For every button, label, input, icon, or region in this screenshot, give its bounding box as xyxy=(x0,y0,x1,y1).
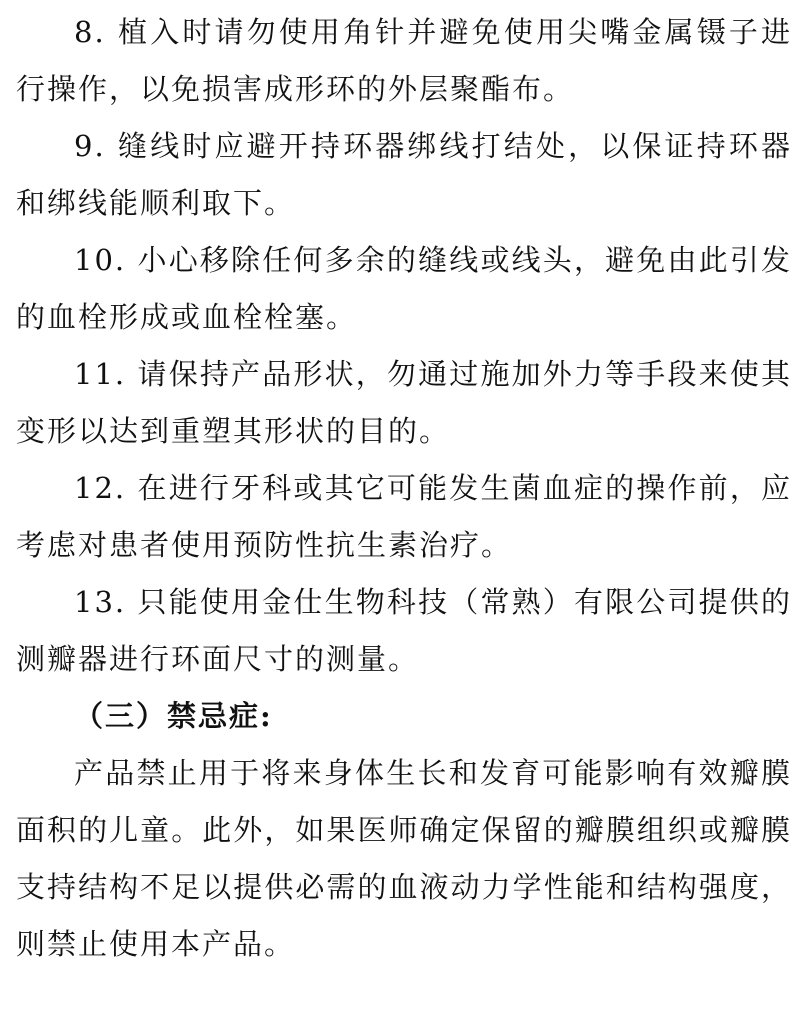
document-page xyxy=(16,0,792,973)
item-text: 请保持产品形状，勿通过施加外力等手段来使其变形以达到重塑其形状的目的。 xyxy=(16,357,792,448)
item-text: 缝线时应避开持环器绑线打结处，以保证持环器和绑线能顺利取下。 xyxy=(16,129,792,220)
item-number: 11. xyxy=(74,357,127,391)
list-item xyxy=(16,460,792,574)
list-item xyxy=(16,346,792,460)
item-number: 12. xyxy=(74,471,127,505)
item-text: 在进行牙科或其它可能发生菌血症的操作前，应考虑对患者使用预防性抗生素治疗。 xyxy=(16,471,792,562)
item-number: 8. xyxy=(74,15,106,49)
item-number: 13. xyxy=(74,585,127,619)
list-item xyxy=(16,574,792,688)
list-item xyxy=(16,118,792,232)
item-number: 10. xyxy=(74,243,127,277)
item-text: 只能使用金仕生物科技（常熟）有限公司提供的测瓣器进行环面尺寸的测量。 xyxy=(16,585,792,676)
section-heading: （三）禁忌症: xyxy=(74,699,273,733)
item-text: 植入时请勿使用角针并避免使用尖嘴金属镊子进行操作，以免损害成形环的外层聚酯布。 xyxy=(16,15,792,106)
list-item xyxy=(16,4,792,118)
list-item xyxy=(16,232,792,346)
section-body: 产品禁止用于将来身体生长和发育可能影响有效瓣膜面积的儿童。此外，如果医师确定保留的瓣膜组织或瓣膜支持结构不足以提供必需的血液动力学性能和结构强度，则禁止使用本产品。 xyxy=(16,756,792,961)
item-text: 小心移除任何多余的缝线或线头，避免由此引发的血栓形成或血栓栓塞。 xyxy=(16,243,792,334)
item-number: 9. xyxy=(74,129,106,163)
